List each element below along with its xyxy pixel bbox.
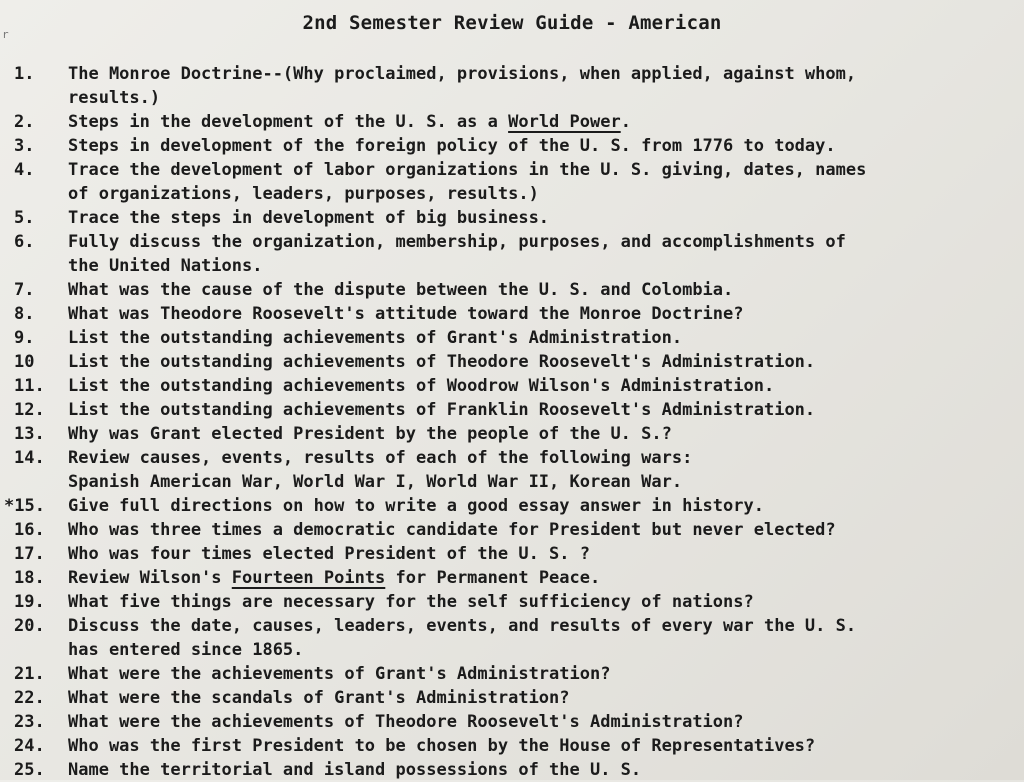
item-text-part: for Permanent Peace.: [385, 568, 601, 588]
underlined-term: World Power: [508, 112, 621, 132]
list-item: [0, 662, 1024, 686]
item-text: List the outstanding achievements of Grant's Administration.: [68, 328, 683, 348]
item-text: [68, 110, 988, 134]
list-item: [0, 302, 1024, 326]
list-item: [0, 686, 1024, 710]
list-item: [0, 710, 1024, 734]
item-number: 4.: [14, 160, 35, 180]
item-text: What five things are necessary for the self sufficiency of nations?: [68, 592, 754, 612]
item-number: 18.: [14, 568, 45, 588]
item-text: List the outstanding achievements of Theodore Roosevelt's Administration.: [68, 352, 816, 372]
item-number: 22.: [14, 688, 45, 708]
item-text: Trace the steps in development of big business.: [68, 208, 550, 228]
list-item: [0, 62, 1024, 110]
item-number: 12.: [14, 400, 45, 420]
list-item: [0, 542, 1024, 566]
item-text: [68, 566, 988, 590]
item-number: 10: [14, 352, 35, 372]
item-number: 3.: [14, 136, 35, 156]
list-item: [0, 278, 1024, 302]
item-number: 2.: [14, 112, 35, 132]
item-number: 25.: [14, 760, 45, 780]
list-item: [0, 494, 1024, 518]
list-item: [0, 734, 1024, 758]
item-number: 1.: [14, 64, 35, 84]
item-number: 8.: [14, 304, 35, 324]
list-item: [0, 374, 1024, 398]
question-list: [0, 62, 1024, 782]
item-text: Who was four times elected President of the U. S. ?: [68, 544, 590, 564]
item-text: What were the scandals of Grant's Administration?: [68, 688, 570, 708]
item-number: 17.: [14, 544, 45, 564]
item-text: Who was three times a democratic candidate for President but never elected?: [68, 520, 836, 540]
item-number: 21.: [14, 664, 45, 684]
list-item: [0, 158, 1024, 206]
item-text: Who was the first President to be chosen by the House of Representatives?: [68, 736, 816, 756]
list-item: [0, 350, 1024, 374]
item-text: Review causes, events, results of each of the following wars: Spanish American War, World War I, World War II, Korean War.: [68, 448, 693, 492]
item-text: Steps in development of the foreign policy of the U. S. from 1776 to today.: [68, 136, 836, 156]
list-item: [0, 566, 1024, 590]
item-text: What were the achievements of Grant's Administration?: [68, 664, 611, 684]
item-text: List the outstanding achievements of Franklin Roosevelt's Administration.: [68, 400, 816, 420]
item-text: Give full directions on how to write a good essay answer in history.: [68, 496, 764, 516]
list-item: [0, 758, 1024, 782]
item-text: Discuss the date, causes, leaders, events, and results of every war the U. S. has entered since 1865.: [68, 616, 857, 660]
item-text: Name the territorial and island possessions of the U. S.: [68, 760, 642, 780]
item-text-part: .: [620, 112, 631, 132]
item-number: 14.: [14, 448, 45, 468]
list-item: [0, 326, 1024, 350]
list-item: [0, 134, 1024, 158]
list-item: [0, 206, 1024, 230]
item-number: 23.: [14, 712, 45, 732]
item-number: 9.: [14, 328, 35, 348]
list-item: [0, 230, 1024, 278]
list-item: [0, 518, 1024, 542]
corner-mark: r: [2, 28, 9, 41]
item-text: Why was Grant elected President by the people of the U. S.?: [68, 424, 672, 444]
item-number: 6.: [14, 232, 35, 252]
item-text: What was the cause of the dispute between the U. S. and Colombia.: [68, 280, 734, 300]
item-text: Fully discuss the organization, membership, purposes, and accomplishments of the United Nations.: [68, 232, 846, 276]
item-text: What was Theodore Roosevelt's attitude toward the Monroe Doctrine?: [68, 304, 744, 324]
list-item: [0, 110, 1024, 134]
item-text-part: Steps in the development of the U. S. as a: [68, 112, 509, 132]
list-item: [0, 422, 1024, 446]
item-number: 13.: [14, 424, 45, 444]
list-item: [0, 614, 1024, 662]
underlined-term: Fourteen Points: [231, 568, 386, 588]
item-number: *15.: [4, 496, 45, 516]
item-number: 7.: [14, 280, 35, 300]
item-text: The Monroe Doctrine--(Why proclaimed, provisions, when applied, against whom, results.): [68, 64, 857, 108]
item-text-part: Review Wilson's: [68, 568, 232, 588]
list-item: [0, 398, 1024, 422]
item-text: List the outstanding achievements of Woodrow Wilson's Administration.: [68, 376, 775, 396]
item-number: 24.: [14, 736, 45, 756]
item-number: 16.: [14, 520, 45, 540]
item-number: 5.: [14, 208, 35, 228]
list-item: [0, 590, 1024, 614]
item-number: 20.: [14, 616, 45, 636]
item-number: 11.: [14, 376, 45, 396]
item-text: Trace the development of labor organizations in the U. S. giving, dates, names of organizations, leaders, purposes, results.): [68, 160, 867, 204]
list-item: [0, 446, 1024, 494]
item-number: 19.: [14, 592, 45, 612]
page-title: 2nd Semester Review Guide - American: [302, 12, 722, 34]
item-text: What were the achievements of Theodore Roosevelt's Administration?: [68, 712, 744, 732]
